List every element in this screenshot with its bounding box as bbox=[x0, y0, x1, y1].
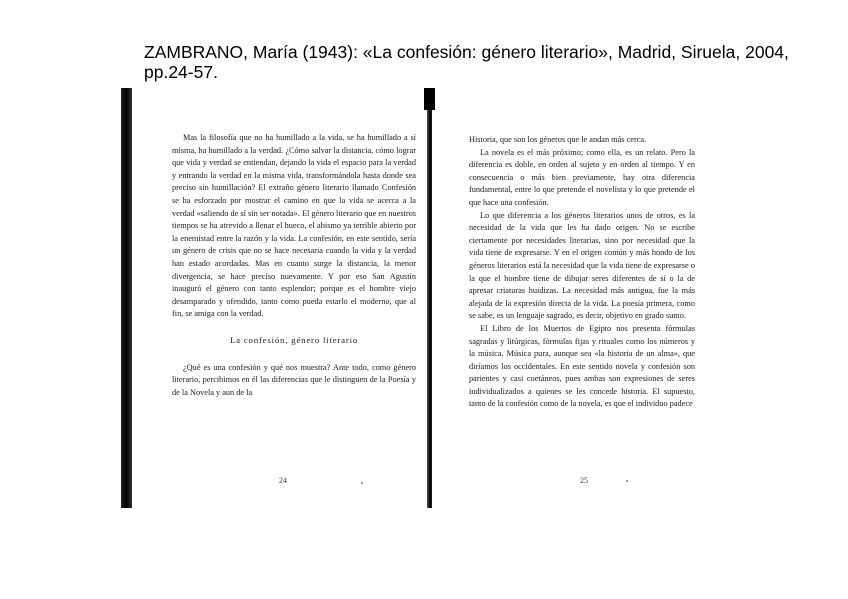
right-page-text bbox=[469, 134, 695, 411]
scanned-book-spread bbox=[121, 88, 700, 508]
page-number-right: 25 bbox=[580, 476, 588, 485]
section-title: La confesión, género literario bbox=[229, 334, 359, 345]
page-number-left: 24 bbox=[279, 476, 287, 485]
right-paragraph-2: La novela es el más próximo; como ella, es un relato. Pero la diferencia es doble, en orden al sujeto y en orden al tiempo. Y en consecuencia o más bien previamente, hay otra diferencia fundamental, entre lo que pretende el novelista y lo que pretende el que hace una confesión. bbox=[469, 147, 695, 207]
right-paragraph-1: Historia, que son los géneros que le andan más cerca. bbox=[469, 135, 647, 144]
scan-edge-shadow bbox=[121, 88, 132, 508]
right-paragraph-3: Lo que diferencia a los géneros literarios unos de otros, es la necesidad de la vida que les ha dado origen. No se escribe ciertamente por necesidades literarias, sino por necesidad que la vida tiene de expresarse. Y en el origen común y más hondo de los géneros literarios está la necesidad que la vida tiene de expresarse o la que el hombre tiene de dibujar seres diferentes de sí o la de apresar criaturas huidizas. La necesidad más antigua, fue la más alejada de la expresión directa de la vida. La poesía primera, como se sabe, es un lenguaje sagrado, es decir, objetivo en grado sumo. bbox=[469, 210, 695, 321]
left-page-text bbox=[172, 132, 416, 399]
book-gutter-shadow bbox=[427, 88, 432, 508]
left-paragraph-2: ¿Qué es una confesión y qué nos muestra? Ante todo, como género literario, percibimos en él las diferencias que le distinguen de la Poesía y de la Novela y aun de la bbox=[172, 362, 416, 397]
scan-speck bbox=[626, 480, 628, 482]
left-paragraph-1: Mas la filosofía que no ha humillado a la vida, se ha humillado a sí misma, ha humillado a la verdad. ¿Cómo salvar la distancia, cómo lograr que vida y verdad se entiendan, dejando la vida el espacio para la verdad y entrando la verdad en la misma vida, transformándola hasta donde sea preciso sin humillación? El extraño género literario llamado Confesión se ha esforzado por mostrar el camino en que la vida se acerca a la verdad «saliendo de sí sin ser notada». El género literario que en nuestros tiempos se ha atrevido a llenar el hueco, el abismo ya terrible abierto por la enemistad entre la razón y la vida. La confesión, en este sentido, sería un género de crisis que no se hace necesaria cuando la vida y la verdad han estado acordadas. Mas en cuanto surge la distancia, la menor divergencia, se hace preciso nuevamente. Y por eso San Agustín inauguró el género con tanto esplendor; porque es el hombre viejo desamparado y ofendido, tanto como pueda estarlo el moderno, que al fin, se amiga con la verdad. bbox=[172, 133, 416, 319]
scan-speck bbox=[361, 482, 363, 484]
citation-heading: ZAMBRANO, María (1943): «La confesión: género literario», Madrid, Siruela, 2004, pp.24-57. bbox=[144, 42, 789, 82]
right-paragraph-4: El Libro de los Muertos de Egipto nos presenta fórmulas sagradas y litúrgicas, fórmulas fijas y rituales como los números y la música. Música pura, aunque sea «la historia de un alma», que diríamos los occidentales. En este sentido novela y confesión son parientes y casi coetáneos, pues ambas son expresiones de seres individualizados a quienes se les concede historia. El supuesto, tanto de la confesión como de la novela, es que el individuo padece bbox=[469, 323, 695, 409]
